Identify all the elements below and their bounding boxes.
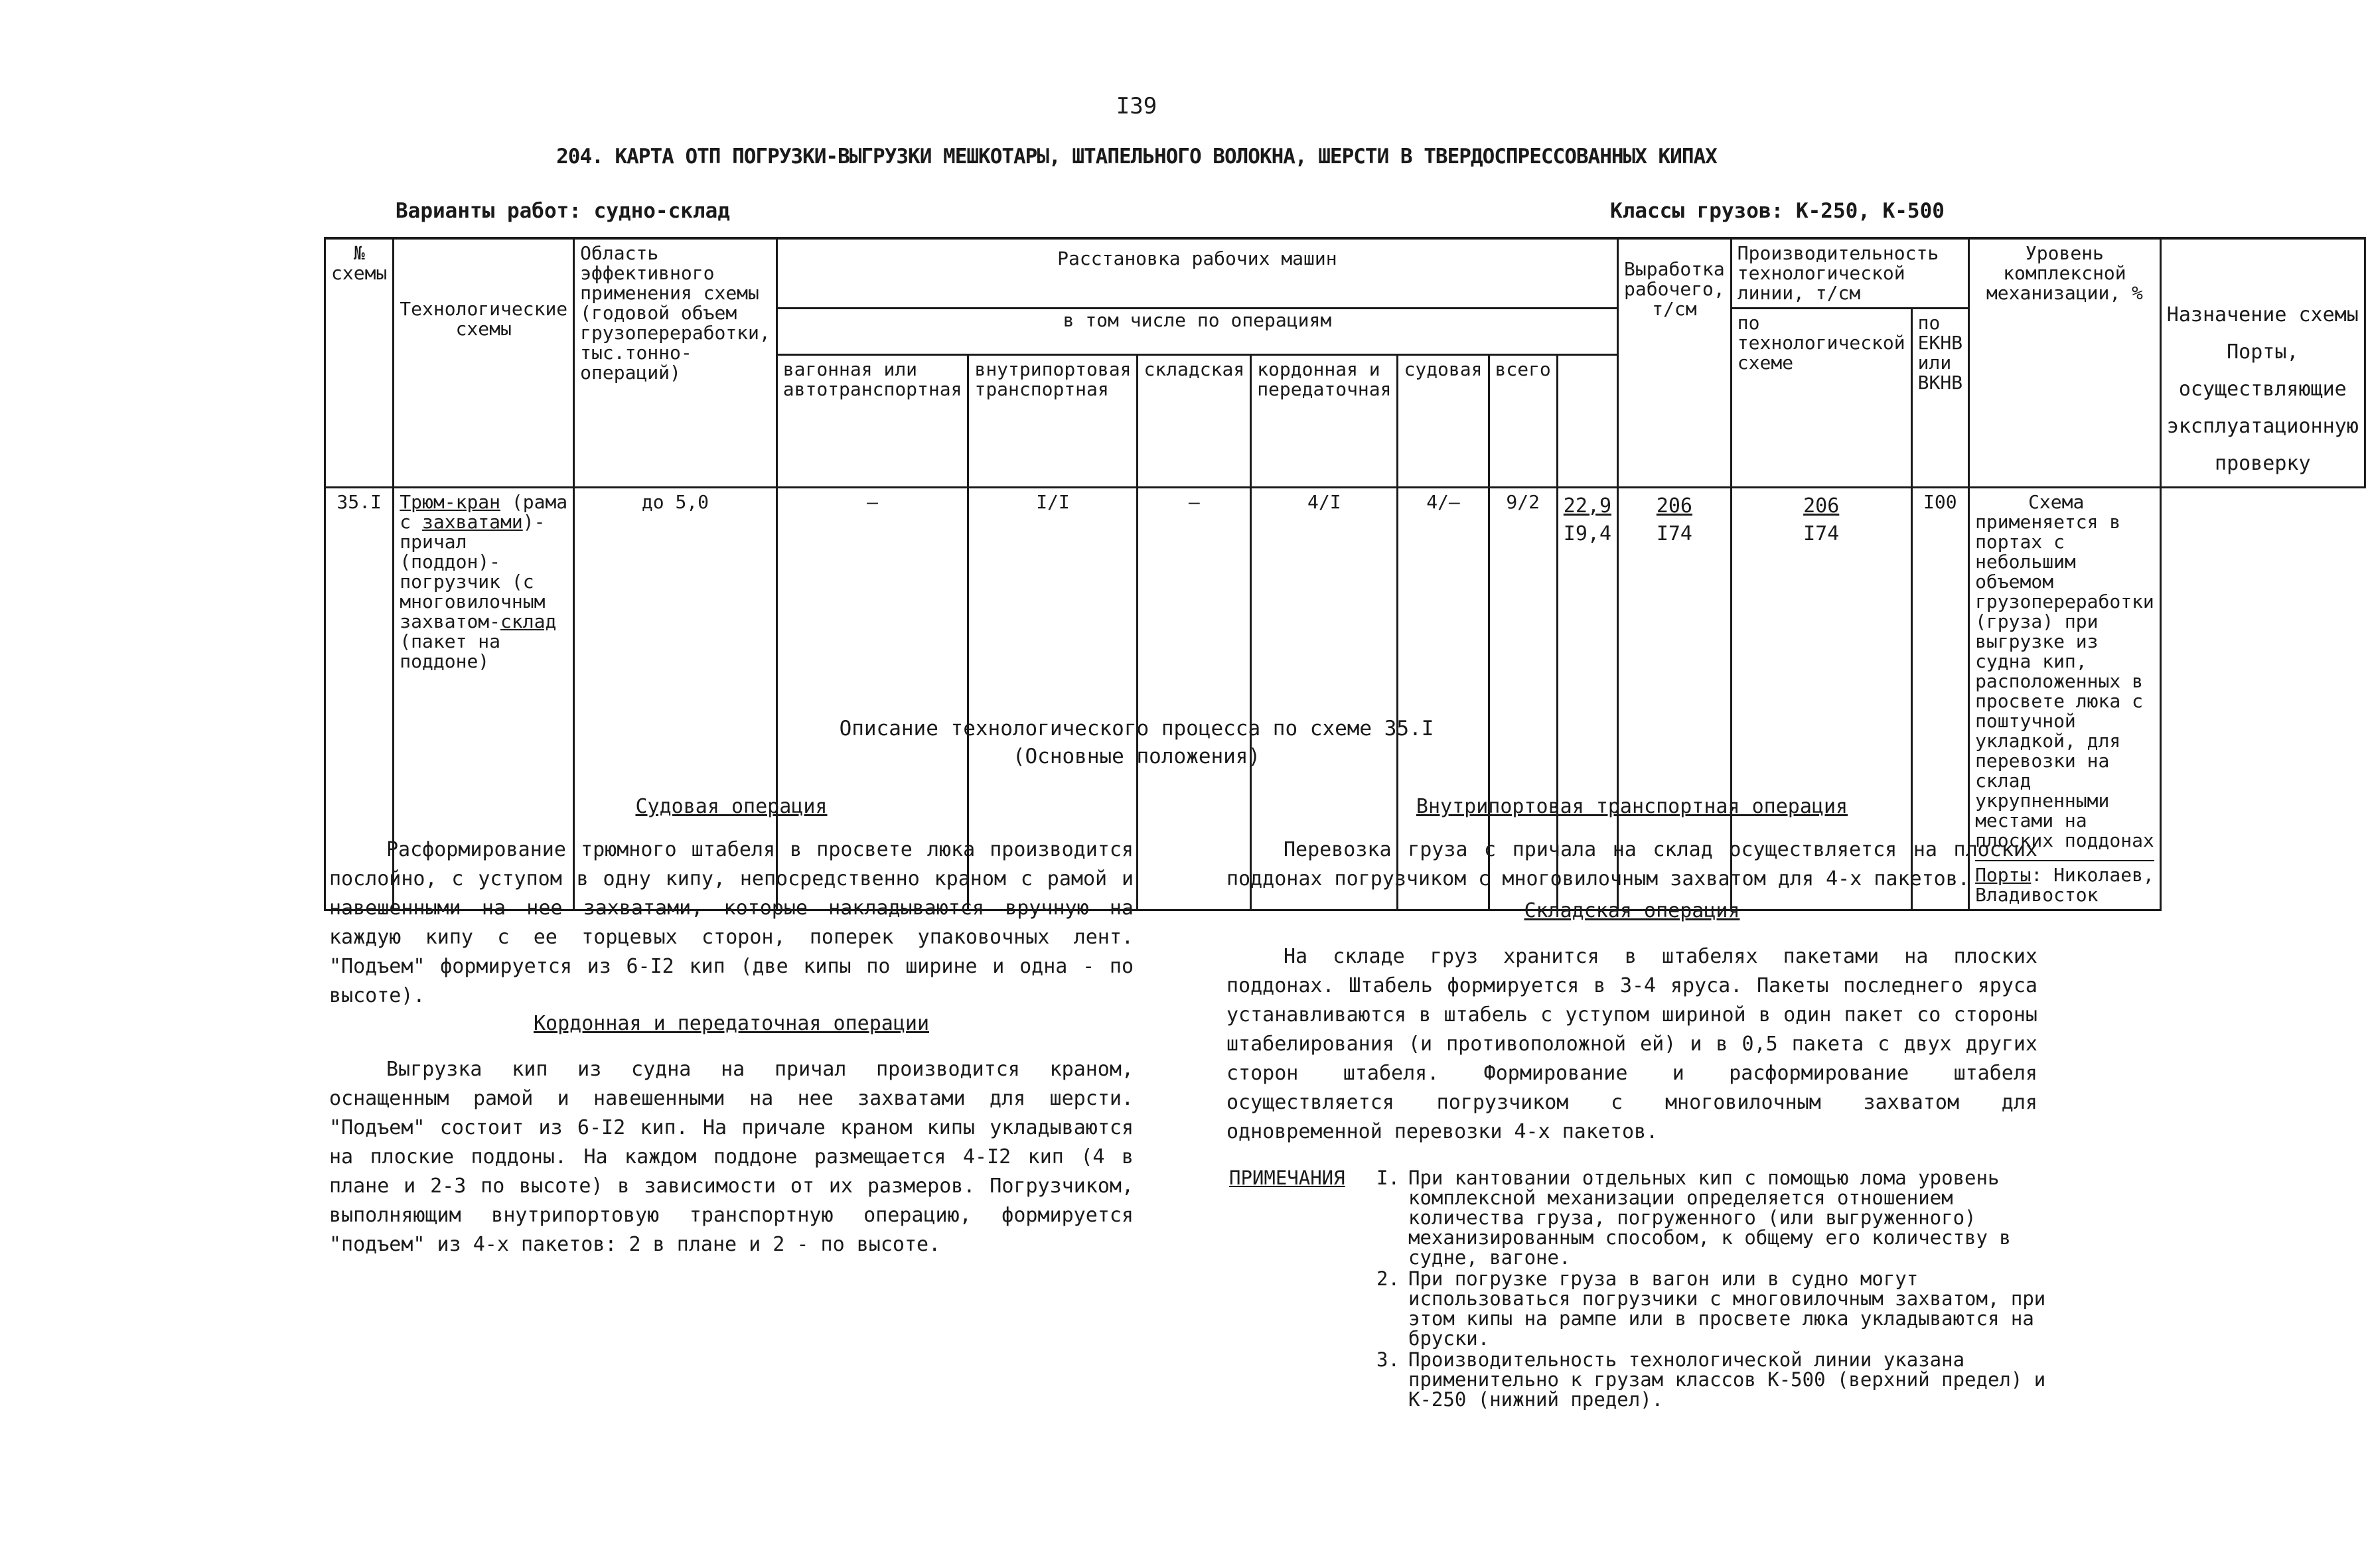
header-cordon: кордонная и передаточная — [1251, 355, 1398, 488]
notes-label: ПРИМЕЧАНИЯ — [1229, 1167, 1345, 1189]
notes — [1229, 1168, 2047, 1409]
cell-area: до 5,0 — [574, 488, 777, 910]
cell-scheme: Трюм-кран (рама с захватами)-причал (поддон)-погрузчик (с многовилочным захватом-склад (пакет на поддоне) — [394, 488, 574, 910]
page-number: I39 — [1116, 93, 1157, 119]
header-scheme-no: № схемы — [325, 238, 394, 488]
cell-ship: 4/– — [1398, 488, 1489, 910]
ship-op-text: Расформирование трюмного штабеля в просвете люка производится послойно, с уступом в одну кипу, непосредственно краном с рамой и навешенными на нее захватами, которые накладываются вручную на каждую кипу с ее торцевых сторон, поперек упаковочных лент. "Подъем" формируется из 6-I2 кип (две кипы по ширине и одна - по высоте). — [329, 838, 1134, 1007]
ports-line: Порты: Николаев, Владивосток — [1975, 860, 2154, 905]
header-by-scheme: по технологической схеме — [1731, 309, 1911, 488]
left-column — [329, 795, 1134, 1259]
cell-norm: 206 I74 — [1731, 488, 1911, 910]
cell-total: 9/2 — [1489, 488, 1557, 910]
work-variants: Варианты работ: судно-склад — [396, 199, 730, 223]
header-mechanization: Уровень комплексной механизации, % — [1969, 238, 2161, 488]
cell-mechanization: I00 — [1911, 488, 1968, 910]
ship-op-heading: Судовая операция — [635, 795, 828, 818]
header-tech-schemes: Технологические схемы — [394, 238, 574, 488]
header-wagon: вагонная или автотранспортная — [776, 355, 968, 488]
note-item: 2. При погрузке груза в вагон или в судно могут использоваться погрузчики с многовилочным захватом, при этом кипы на рампе или в просвете люка укладываются на бруски. — [1376, 1267, 2046, 1350]
cell-output: 22,9 I9,4 — [1557, 488, 1617, 910]
header-area: Область эффективного применения схемы (годовой объем грузопереработки, тыс.тонно-операций) — [574, 238, 777, 488]
header-productivity: Производительность технологической линии, т/см — [1731, 238, 1968, 309]
purpose-ports: Порты, осуществляющие эксплуатационную проверку — [2166, 340, 2359, 475]
header-placement: Расстановка рабочих машин — [776, 238, 1617, 309]
cell-prod: 206 I74 — [1618, 488, 1732, 910]
cargo-classes: Классы грузов: К-250, К-500 — [1610, 199, 1945, 223]
purpose-text: Схема применяется в портах с небольшим объемом грузопереработки (груза) при выгрузке из судна кип, расположенных в просвете люка с поштучной укладкой, для перевозки на склад укрупненными местами на плоских поддонах — [1975, 491, 2154, 851]
header-by-norms: по ЕКНВ или ВКНВ — [1911, 309, 1968, 488]
note-item: 3. Производительность технологической линии указана применительно к грузам классов К-500 (верхний предел) и К-250 (нижний предел). — [1376, 1348, 2046, 1411]
header-output: Выработка рабочего, т/см — [1618, 238, 1732, 488]
cell-wagon: – — [776, 488, 968, 910]
header-warehouse: складская — [1138, 355, 1251, 488]
header-ship: судовая — [1398, 355, 1489, 488]
note-item: I. При кантовании отдельных кип с помощью лома уровень комплексной механизации определяется отношением количества груза, погруженного (или выгруженного) механизированным способом, к общему его количеству в судне, вагоне. — [1376, 1167, 2011, 1269]
header-intraport: внутрипортовая транспортная — [968, 355, 1138, 488]
cell-cordon: 4/I — [1251, 488, 1398, 910]
header-purpose — [2160, 238, 2365, 488]
right-column — [1226, 795, 2037, 1147]
cordon-op-heading: Кордонная и передаточная операции — [533, 1012, 930, 1035]
cell-intraport: I/I — [968, 488, 1138, 910]
page-title: 204. КАРТА ОТП ПОГРУЗКИ-ВЫГРУЗКИ МЕШКОТАРЫ, ШТАПЕЛЬНОГО ВОЛОКНА, ШЕРСТИ В ТВЕРДОСПРЕССОВАННЫХ КИПАХ — [556, 145, 1717, 169]
header-total: всего — [1489, 355, 1557, 488]
header-including: в том числе по операциям — [776, 309, 1617, 355]
cell-warehouse: – — [1138, 488, 1251, 910]
cordon-op-text: Выгрузка кип из судна на причал производится краном, оснащенным рамой и навешенными на нее захватами для шерсти. "Подъем" состоит из 6-I2 кип. На причале краном кипы укладываются на плоские поддоны. На каждом поддоне размещается 4-I2 кип (4 в плане и 2-3 по высоте) в зависимости от их размеров. Погрузчиком, выполняющим внутрипортовую транспортную операцию, формируется "подъем" из 4-х пакетов: 2 в плане и 2 - по высоте. — [329, 1058, 1134, 1256]
warehouse-op-heading: Складская операция — [1524, 899, 1740, 922]
intraport-op-heading: Внутрипортовая транспортная операция — [1416, 795, 1848, 818]
warehouse-op-text: На складе груз хранится в штабелях пакетами на плоских поддонах. Штабель формируется в 3-4 яруса. Пакеты последнего яруса устанавливаются в штабель с уступом шириной в один пакет со стороны штабелирования (и противоположной ей) и в 0,5 пакета с двух других сторон штабеля. Формирование и расформирование штабеля осуществляется погрузчиком с многовилочным захватом для одновременной перевозки 4-х пакетов. — [1226, 945, 2037, 1143]
description-title: Описание технологического процесса по схеме 35.I (Основные положения) — [839, 717, 1434, 768]
cell-scheme-no: 35.I — [325, 488, 394, 910]
purpose-title: Назначение схемы — [2166, 303, 2359, 326]
intraport-op-text: Перевозка груза с причала на склад осуществляется на плоских поддонах погрузчиком с многовилочным захватом для 4-х пакетов. — [1226, 838, 2037, 891]
